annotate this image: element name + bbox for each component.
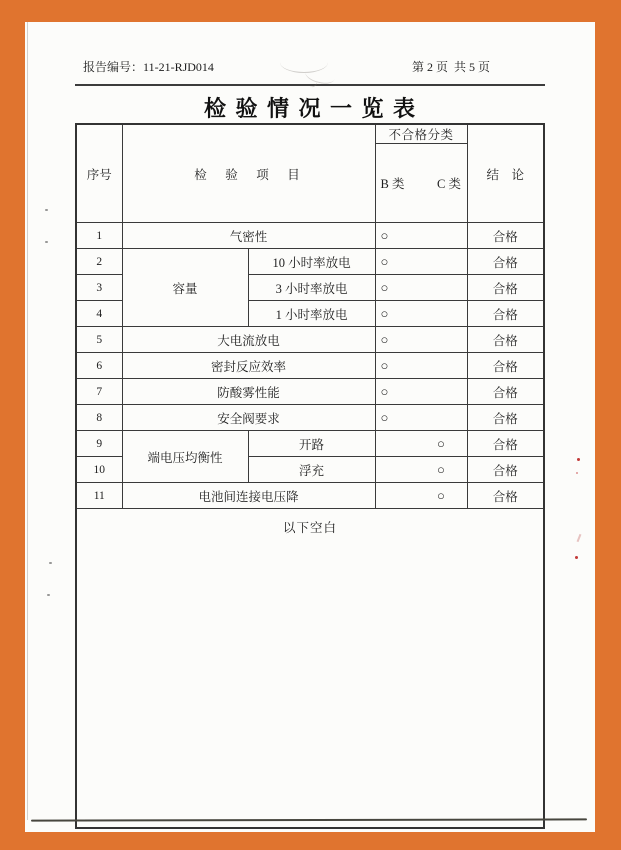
pass-mark-c <box>426 229 467 242</box>
pass-mark-b: ○ <box>380 358 389 373</box>
pass-mark-c: ○ <box>437 436 445 451</box>
cell-item-sub: 1 小时率放电 <box>248 301 375 327</box>
col-header-bc <box>375 144 467 223</box>
col-header-item: 检 验 项 目 <box>122 124 375 223</box>
pass-mark-b: ○ <box>380 306 389 321</box>
cell-item: 防酸雾性能 <box>122 379 375 405</box>
table-row <box>76 249 544 275</box>
cell-item-group: 端电压均衡性 <box>122 431 248 483</box>
report-number: 报告编号：11-21-RJD014 <box>83 60 214 74</box>
pass-mark-c <box>426 411 467 424</box>
cell-defect-class <box>375 431 467 457</box>
pass-mark-c <box>426 333 467 346</box>
pass-mark-c: ○ <box>437 488 445 503</box>
cell-conclusion: 合格 <box>467 483 544 509</box>
pass-mark-b: ○ <box>380 254 389 269</box>
cell-item: 密封反应效率 <box>122 353 375 379</box>
pass-mark-c: ○ <box>437 462 445 477</box>
table-row <box>76 223 544 249</box>
table-row <box>76 379 544 405</box>
cell-defect-class <box>375 457 467 483</box>
pass-mark-b: ○ <box>380 410 389 425</box>
pass-mark-c <box>426 307 467 320</box>
table-row <box>76 431 544 457</box>
cell-conclusion: 合格 <box>467 223 544 249</box>
table-header-row <box>76 124 544 144</box>
pass-mark-c <box>426 255 467 268</box>
table-row <box>76 327 544 353</box>
cell-defect-class <box>375 275 467 301</box>
cell-conclusion: 合格 <box>467 431 544 457</box>
inspection-table <box>75 123 545 829</box>
cell-conclusion: 合格 <box>467 301 544 327</box>
page-number: 第 2 页 共 5 页 <box>411 60 490 74</box>
blank-note: 以下空白 <box>76 509 544 829</box>
cell-item-group: 容量 <box>122 249 248 327</box>
red-mark <box>577 534 582 542</box>
cell-conclusion: 合格 <box>467 405 544 431</box>
cell-conclusion: 合格 <box>467 327 544 353</box>
pass-mark-b: ○ <box>380 280 389 295</box>
red-mark <box>577 458 580 461</box>
pass-mark-b: ○ <box>380 228 389 243</box>
document-page <box>25 22 595 832</box>
cell-conclusion: 合格 <box>467 249 544 275</box>
cell-item: 电池间连接电压降 <box>122 483 375 509</box>
cell-item-sub: 3 小时率放电 <box>248 275 375 301</box>
cell-no: 4 <box>76 301 122 327</box>
cell-no: 10 <box>76 457 122 483</box>
pass-mark-b <box>376 463 427 476</box>
col-header-conclusion: 结 论 <box>467 124 544 223</box>
cell-no: 11 <box>76 483 122 509</box>
scan-speck <box>49 562 52 564</box>
cell-conclusion: 合格 <box>467 457 544 483</box>
cell-defect-class <box>375 379 467 405</box>
cell-conclusion: 合格 <box>467 275 544 301</box>
pass-mark-c <box>426 359 467 372</box>
table-blank-row <box>76 509 544 829</box>
cell-item-sub: 10 小时率放电 <box>248 249 375 275</box>
cell-defect-class <box>375 327 467 353</box>
cell-item: 大电流放电 <box>122 327 375 353</box>
cell-no: 8 <box>76 405 122 431</box>
table-row <box>76 405 544 431</box>
cell-defect-class <box>375 249 467 275</box>
cell-no: 3 <box>76 275 122 301</box>
page-title: 检 验 情 况 一 览 表 <box>203 96 416 121</box>
cell-defect-class <box>375 223 467 249</box>
scan-speck <box>47 594 50 596</box>
pass-mark-b <box>376 437 427 450</box>
cell-no: 7 <box>76 379 122 405</box>
cell-conclusion: 合格 <box>467 379 544 405</box>
cell-conclusion: 合格 <box>467 353 544 379</box>
scan-speck <box>45 241 48 243</box>
cell-item: 安全阀要求 <box>122 405 375 431</box>
cell-item-sub: 浮充 <box>248 457 375 483</box>
table-row <box>76 353 544 379</box>
cell-defect-class <box>375 405 467 431</box>
cell-item-sub: 开路 <box>248 431 375 457</box>
red-mark <box>576 472 578 474</box>
col-header-no: 序号 <box>76 124 122 223</box>
cell-no: 9 <box>76 431 122 457</box>
pass-mark-b <box>376 489 427 502</box>
col-header-defect-class: 不合格分类 <box>375 124 467 144</box>
cell-defect-class <box>375 483 467 509</box>
cell-no: 1 <box>76 223 122 249</box>
cell-defect-class <box>375 353 467 379</box>
pass-mark-b: ○ <box>380 332 389 347</box>
cell-defect-class <box>375 301 467 327</box>
pass-mark-c <box>426 385 467 398</box>
table-row <box>76 483 544 509</box>
col-header-class-c: C 类 <box>437 177 461 191</box>
pass-mark-c <box>426 281 467 294</box>
cell-item: 气密性 <box>122 223 375 249</box>
pass-mark-b: ○ <box>380 384 389 399</box>
scan-speck <box>45 209 48 211</box>
red-mark <box>575 556 578 559</box>
cell-no: 6 <box>76 353 122 379</box>
cell-no: 2 <box>76 249 122 275</box>
cell-no: 5 <box>76 327 122 353</box>
col-header-class-b: B 类 <box>380 177 405 191</box>
page-edge-shadow <box>27 22 28 820</box>
